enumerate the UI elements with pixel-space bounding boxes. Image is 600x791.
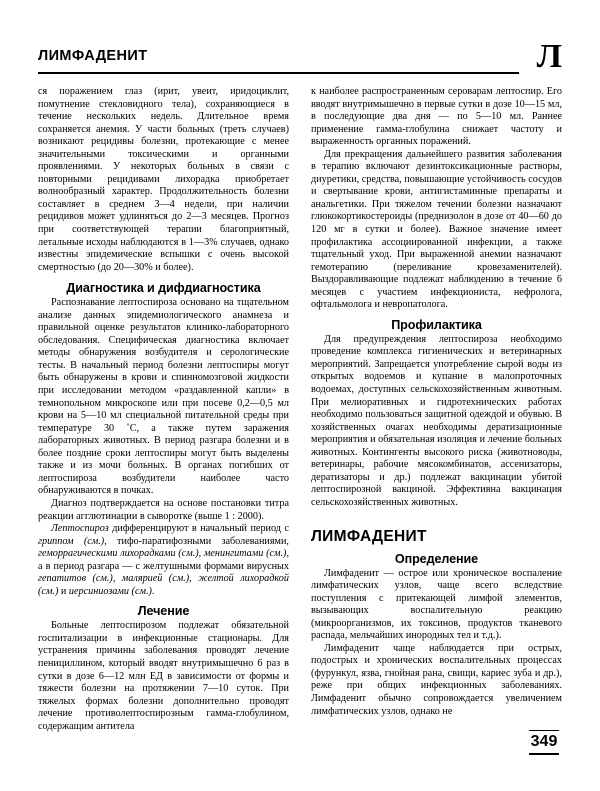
paragraph-definition-1: Лимфаденит — острое или хроническое воспаление лимфатических узлов, чаще всего вследствие поступления с притекающей лимфой элементов, вызывающих воспалительную реакцию (микроорганизмов, их токсинов, продуктов тканевого распада, мельчайших инородных тел и т.д.).	[311, 567, 562, 642]
heading-diagnostics: Диагностика и дифдиагностика	[66, 281, 261, 296]
page-number: 349	[530, 733, 558, 751]
right-column	[311, 86, 562, 751]
folio	[524, 730, 564, 755]
paragraph-prophylaxis-1: Для предупреждения лептоспироза необходимо проведение комплекса гигиенических и ветеринарных мероприятий. Запрещается употребление сырой воды из открытых водоемов и купание в малопроточных водоемах, доступных сельскохозяйственным животным. При мелиоративных и гидротехнических работах необходимо пользоваться защитной одеждой и обувью. В хозяйственных очагах необходимы дератизационные мероприятия и обязательная изоляция и лечение больных животных. Контингенты высокого риска (животноводы, ветеринары, рабочие мясокомбинатов, ассенизаторы, дератизаторы и др.) подлежат вакцинации убитой лептоспирозной вакциной. Эффективна вакцинация сельскохозяйственных животных.	[311, 333, 562, 508]
paragraph-differential: Лептоспироз дифференцируют в начальный период с гриппом (см.), тифо-паратифозными заболеваниями, геморрагическими лихорадками (см.), менингитами (см.), а в период разгара — с желтушными формами вирусных гепатитов (см.), малярией (см.), желтой лихорадкой (см.) и иерсиниозами (см.).	[38, 523, 289, 597]
running-head-rule	[38, 72, 519, 74]
article-title-lymphadenitis: ЛИМФАДЕНИТ	[311, 527, 427, 545]
heading-prophylaxis: Профилактика	[391, 317, 482, 332]
paragraph-definition-2: Лимфаденит чаще наблюдается при острых, подострых и хронических воспалительных процессах (фурункул, язва, гнойная рана, свищи, кариес зуба и др.), реже при общих инфекционных заболеваниях. Лимфаденит обычно сопровождается увеличением лимфатических узлов, однако не	[311, 642, 562, 717]
body-columns	[38, 86, 562, 751]
heading-treatment: Лечение	[137, 604, 190, 619]
running-head-title: ЛИМФАДЕНИТ	[38, 48, 148, 64]
folio-rule-bottom	[529, 753, 559, 755]
paragraph-diagnostics-2: Диагноз подтверждается на основе постановки титра реакции агглютинации в сыворотке (выше 1 : 2000).	[38, 497, 289, 522]
running-head	[38, 38, 562, 82]
left-column	[38, 86, 289, 751]
paragraph-treatment-continued: к наиболее распространенным сероварам лептоспир. Его вводят внутримышечно в первые сутки в дозе 10—15 мл, в последующие два дня — по 5—10 мл. Раннее применение гамма-глобулина снижает частоту и выраженность органных поражений.	[311, 86, 562, 148]
paragraph-therapy: Для прекращения дальнейшего развития заболевания в терапию включают дезинтоксикационные растворы, диуретики, средства, повышающие устойчивость сосудов и свертывание крови, антигистаминные препараты и анальгетики. При тяжелом течении болезни назначают глюкокортикостероиды (преднизолон в дозе от 40—60 до 120 мг в сутки и более). Важное значение имеет профилактика ассоциированной инфекции, а также тщательный уход. При выраженной анемии назначают гемотерапию (переливание кровезаменителей). Выздоравливающие подлежат наблюдению в течение 6 месяцев с участием инфекциониста, нефролога, офтальмолога и невропатолога.	[311, 148, 562, 311]
heading-definition: Определение	[394, 551, 479, 566]
paragraph-diagnostics-1: Распознавание лептоспироза основано на тщательном анализе данных эпидемиологического анамнеза и правильной оценке результатов клинико-лабораторного обследования. Специфическая диагностика включает методы обнаружения возбудителя и серологические тесты. В начальный период болезни лептоспиры могут быть обнаружены в крови и спинномозговой жидкости при исследовании методом «раздавленной капли» в темнопольном микроскопе или при посеве 0,2—0,5 мл крови на 5—10 мл специальной питательной среды при температуре 30 ˚С, а также путем заражения лабораторных животных. В период разгара болезни и в более поздние сроки лептоспиры могут быть выделены также и из мочи больных. В органах погибших от лептоспироза возбудители наиболее часто обнаруживаются в почках.	[38, 297, 289, 497]
paragraph-clinical-continued: ся поражением глаз (ирит, увеит, иридоциклит, помутнение стекловидного тела), сохраняющиеся в течение нескольких недель. Длительное время сохраняется анемия. У части больных (треть случаев) возникают рецидивы болезни, протекающие с менее значительными токсическими и органными проявлениями. У некоторых больных в связи с повторными рецидивами лихорадка приобретает волнообразный характер. Продолжительность болезни составляет в среднем 3—4 недели, при наличии рецидивов может удлиняться до 2—3 месяцев. Прогноз при соответствующей терапии благоприятный, летальные исходы наблюдаются в 1—3% случаев, однако известны эпидемические вспышки с очень высокой смертностью (до 20—30% и более).	[38, 86, 289, 273]
section-letter: Л	[536, 38, 562, 75]
paragraph-treatment-1: Больные лептоспирозом подлежат обязательной госпитализации в инфекционные стационары. Для устранения причины заболевания проводят лечение пенициллином, который вводят внутримышечно 6 раз в сутки в дозе 6—12 млн ЕД в зависимости от формы и тяжести болезни на протяжении 7—10 суток. При тяжелых формах болезни дополнительно проводят лечение противолептоспирозным гамма-глобулином, содержащим антитела	[38, 620, 289, 732]
